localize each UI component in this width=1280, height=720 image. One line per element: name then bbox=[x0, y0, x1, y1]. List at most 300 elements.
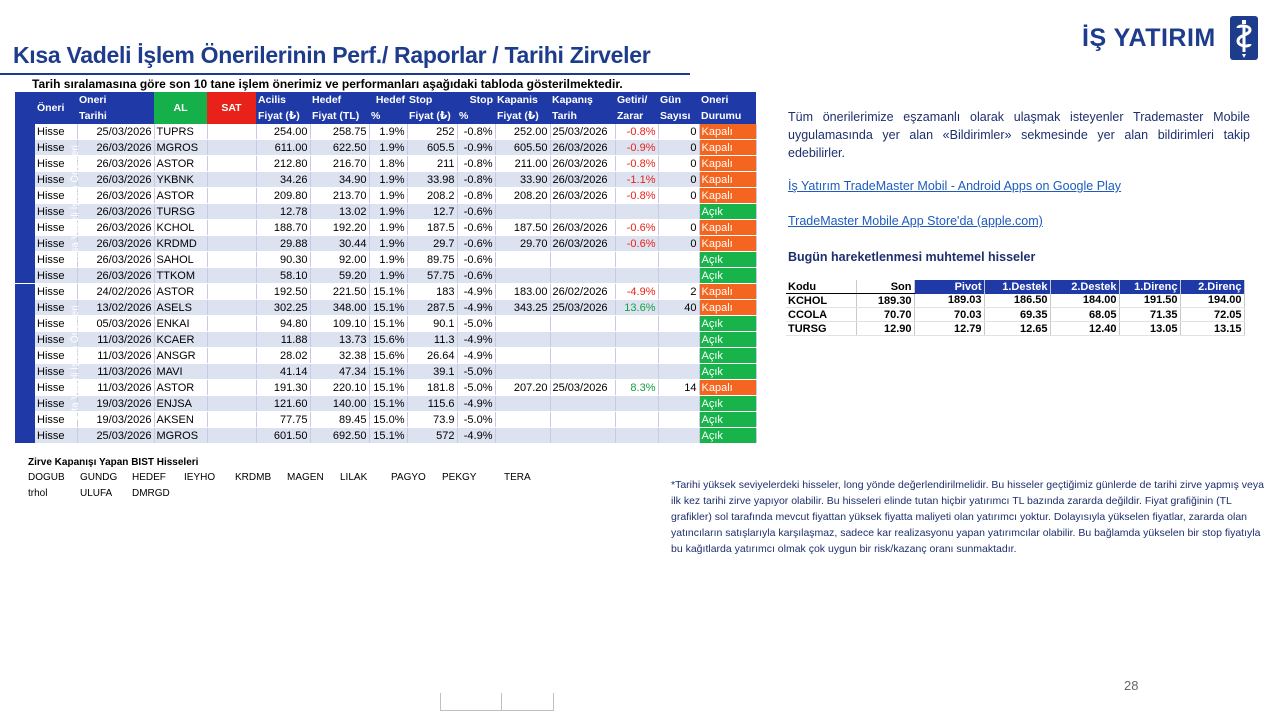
footer-line bbox=[501, 693, 502, 711]
pivot-table bbox=[786, 280, 1245, 336]
cell-spct: -4.9% bbox=[457, 428, 495, 444]
cell-type: Hisse bbox=[35, 140, 77, 156]
header-acilis: Acilis bbox=[256, 92, 310, 108]
cell-sat bbox=[207, 396, 256, 412]
cell-close bbox=[495, 364, 550, 380]
cell-close bbox=[495, 268, 550, 284]
cell-al: ASTOR bbox=[154, 156, 207, 172]
cell-tpct: 1.9% bbox=[369, 124, 407, 140]
pivot-cell-value: 68.05 bbox=[1050, 308, 1119, 322]
cell-date: 11/03/2026 bbox=[77, 348, 154, 364]
is-logo-icon bbox=[1230, 16, 1258, 60]
cell-stop: 187.5 bbox=[407, 220, 457, 236]
cell-type: Hisse bbox=[35, 364, 77, 380]
cell-ret bbox=[615, 204, 658, 220]
group-label-text: Orta Vadeli İşlem Önerileri bbox=[69, 305, 81, 422]
cell-ret: 8.3% bbox=[615, 380, 658, 396]
cell-tpct: 15.1% bbox=[369, 428, 407, 444]
cell-al: ASTOR bbox=[154, 284, 207, 300]
table-row bbox=[15, 412, 756, 428]
cell-tpct: 15.1% bbox=[369, 316, 407, 332]
table-row bbox=[15, 172, 756, 188]
cell-open: 90.30 bbox=[256, 252, 310, 268]
pivot-cell-value: 13.15 bbox=[1180, 322, 1244, 336]
cell-cdate: 26/03/2026 bbox=[550, 156, 615, 172]
cell-ret: -1.1% bbox=[615, 172, 658, 188]
cell-status: Açık bbox=[699, 412, 756, 428]
header-hedef-pct2: % bbox=[369, 108, 407, 124]
pivot-cell-value: 70.03 bbox=[914, 308, 984, 322]
cell-al: AKSEN bbox=[154, 412, 207, 428]
table-row bbox=[15, 332, 756, 348]
zirve-ticker: PEKGY bbox=[442, 472, 477, 483]
header-row-top bbox=[15, 92, 756, 108]
cell-al: TTKOM bbox=[154, 268, 207, 284]
cell-spct: -5.0% bbox=[457, 380, 495, 396]
title-underline bbox=[0, 73, 690, 75]
cell-ret: -0.8% bbox=[615, 124, 658, 140]
table-row bbox=[15, 348, 756, 364]
cell-date: 26/03/2026 bbox=[77, 236, 154, 252]
cell-spct: -0.8% bbox=[457, 156, 495, 172]
zirve-ticker: IEYHO bbox=[184, 472, 216, 483]
pivot-row bbox=[786, 308, 1244, 322]
cell-tpct: 1.9% bbox=[369, 172, 407, 188]
cell-sat bbox=[207, 156, 256, 172]
header-durum: Oneri bbox=[699, 92, 756, 108]
cell-ret: -0.6% bbox=[615, 220, 658, 236]
cell-sat bbox=[207, 332, 256, 348]
cell-type: Hisse bbox=[35, 204, 77, 220]
cell-open: 58.10 bbox=[256, 268, 310, 284]
recommendations-body bbox=[15, 124, 756, 444]
cell-cdate bbox=[550, 348, 615, 364]
cell-cdate bbox=[550, 364, 615, 380]
cell-al: SAHOL bbox=[154, 252, 207, 268]
cell-days bbox=[658, 316, 699, 332]
cell-sat bbox=[207, 140, 256, 156]
cell-al: KCAER bbox=[154, 332, 207, 348]
cell-cdate: 26/03/2026 bbox=[550, 140, 615, 156]
cell-tpct: 15.1% bbox=[369, 364, 407, 380]
zirve-ticker: TERA bbox=[504, 472, 531, 483]
table-row bbox=[15, 300, 756, 316]
cell-cdate: 26/02/2026 bbox=[550, 284, 615, 300]
cell-open: 192.50 bbox=[256, 284, 310, 300]
cell-tpct: 1.9% bbox=[369, 268, 407, 284]
header-gun: Gün bbox=[658, 92, 699, 108]
header-zarar: Zarar bbox=[615, 108, 658, 124]
cell-sat bbox=[207, 412, 256, 428]
cell-spct: -4.9% bbox=[457, 300, 495, 316]
cell-type: Hisse bbox=[35, 172, 77, 188]
cell-date: 25/03/2026 bbox=[77, 124, 154, 140]
pivot-header-direnc1: 1.Direnç bbox=[1119, 280, 1180, 294]
page-number: 28 bbox=[1124, 678, 1139, 693]
cell-target: 47.34 bbox=[310, 364, 369, 380]
cell-days bbox=[658, 268, 699, 284]
pivot-cell-value: 194.00 bbox=[1180, 294, 1244, 308]
cell-days: 0 bbox=[658, 220, 699, 236]
cell-target: 13.73 bbox=[310, 332, 369, 348]
pivot-header-destek2: 2.Destek bbox=[1050, 280, 1119, 294]
cell-tpct: 15.1% bbox=[369, 284, 407, 300]
cell-stop: 29.7 bbox=[407, 236, 457, 252]
cell-cdate: 25/03/2026 bbox=[550, 380, 615, 396]
cell-close bbox=[495, 396, 550, 412]
cell-status: Açık bbox=[699, 268, 756, 284]
pivot-cell-value: 189.30 bbox=[856, 294, 914, 308]
cell-ret: -0.9% bbox=[615, 140, 658, 156]
header-sayisi: Sayısı bbox=[658, 108, 699, 124]
cell-target: 213.70 bbox=[310, 188, 369, 204]
header-oneri-tarihi: Oneri bbox=[77, 92, 154, 108]
pivot-cell-value: 70.70 bbox=[856, 308, 914, 322]
cell-cdate bbox=[550, 396, 615, 412]
cell-stop: 73.9 bbox=[407, 412, 457, 428]
cell-open: 611.00 bbox=[256, 140, 310, 156]
cell-open: 77.75 bbox=[256, 412, 310, 428]
cell-stop: 12.7 bbox=[407, 204, 457, 220]
cell-target: 92.00 bbox=[310, 252, 369, 268]
cell-target: 348.00 bbox=[310, 300, 369, 316]
pivot-header-row bbox=[786, 280, 1244, 294]
cell-stop: 89.75 bbox=[407, 252, 457, 268]
cell-al: MGROS bbox=[154, 140, 207, 156]
cell-tpct: 15.6% bbox=[369, 332, 407, 348]
cell-sat bbox=[207, 236, 256, 252]
cell-cdate: 26/03/2026 bbox=[550, 220, 615, 236]
cell-cdate bbox=[550, 332, 615, 348]
cell-status: Açık bbox=[699, 316, 756, 332]
cell-target: 109.10 bbox=[310, 316, 369, 332]
table-row bbox=[15, 140, 756, 156]
cell-spct: -4.9% bbox=[457, 396, 495, 412]
zirve-ticker: trhol bbox=[28, 488, 48, 499]
cell-days: 0 bbox=[658, 172, 699, 188]
movement-title: Bugün hareketlenmesi muhtemel hisseler bbox=[788, 250, 1036, 264]
header-tarihi: Tarihi bbox=[77, 108, 154, 124]
cell-close bbox=[495, 428, 550, 444]
table-row bbox=[15, 396, 756, 412]
cell-type: Hisse bbox=[35, 268, 77, 284]
cell-status: Açık bbox=[699, 428, 756, 444]
cell-ret: -0.6% bbox=[615, 236, 658, 252]
cell-open: 12.78 bbox=[256, 204, 310, 220]
cell-date: 25/03/2026 bbox=[77, 428, 154, 444]
cell-cdate: 25/03/2026 bbox=[550, 124, 615, 140]
cell-status: Kapalı bbox=[699, 172, 756, 188]
cell-type: Hisse bbox=[35, 396, 77, 412]
cell-al: ANSGR bbox=[154, 348, 207, 364]
cell-close bbox=[495, 252, 550, 268]
cell-ret bbox=[615, 364, 658, 380]
pivot-cell-value: 72.05 bbox=[1180, 308, 1244, 322]
cell-close: 33.90 bbox=[495, 172, 550, 188]
zirve-ticker: GUNDG bbox=[80, 472, 118, 483]
cell-open: 209.80 bbox=[256, 188, 310, 204]
pivot-cell-value: 191.50 bbox=[1119, 294, 1180, 308]
cell-days bbox=[658, 364, 699, 380]
cell-close: 252.00 bbox=[495, 124, 550, 140]
table-subtitle: Tarih sıralamasına göre son 10 tane işlem önerimiz ve performanları aşağıdaki tabloda gösterilmektedir. bbox=[32, 77, 623, 91]
cell-tpct: 1.9% bbox=[369, 252, 407, 268]
brand-logo bbox=[1082, 14, 1258, 62]
cell-days bbox=[658, 412, 699, 428]
cell-ret bbox=[615, 268, 658, 284]
cell-al: MGROS bbox=[154, 428, 207, 444]
cell-stop: 208.2 bbox=[407, 188, 457, 204]
cell-open: 601.50 bbox=[256, 428, 310, 444]
cell-date: 11/03/2026 bbox=[77, 364, 154, 380]
cell-sat bbox=[207, 252, 256, 268]
cell-days: 0 bbox=[658, 236, 699, 252]
table-row bbox=[15, 364, 756, 380]
cell-ret bbox=[615, 316, 658, 332]
pivot-body bbox=[786, 294, 1244, 336]
cell-ret: -0.8% bbox=[615, 156, 658, 172]
cell-type: Hisse bbox=[35, 252, 77, 268]
cell-close: 208.20 bbox=[495, 188, 550, 204]
cell-status: Açık bbox=[699, 204, 756, 220]
cell-al: KCHOL bbox=[154, 220, 207, 236]
cell-sat bbox=[207, 204, 256, 220]
cell-close bbox=[495, 316, 550, 332]
cell-tpct: 1.9% bbox=[369, 188, 407, 204]
cell-spct: -5.0% bbox=[457, 412, 495, 428]
page-title: Kısa Vadeli İşlem Önerilerinin Perf./ Raporlar / Tarihi Zirveler bbox=[13, 42, 651, 68]
cell-spct: -0.8% bbox=[457, 172, 495, 188]
cell-status: Açık bbox=[699, 332, 756, 348]
cell-date: 05/03/2026 bbox=[77, 316, 154, 332]
header-acilis-fiyat: Fiyat (₺) bbox=[256, 108, 310, 124]
cell-status: Kapalı bbox=[699, 188, 756, 204]
header-hedef-pct: Hedef bbox=[369, 92, 407, 108]
pivot-header-son: Son bbox=[856, 280, 914, 294]
cell-ret bbox=[615, 412, 658, 428]
cell-status: Açık bbox=[699, 252, 756, 268]
header-stop-fiyat2: Fiyat (₺) bbox=[407, 108, 457, 124]
cell-close bbox=[495, 348, 550, 364]
cell-date: 26/03/2026 bbox=[77, 156, 154, 172]
logo-text: İŞ YATIRIM bbox=[1082, 23, 1216, 52]
table-row bbox=[15, 220, 756, 236]
recommendations-table-wrap bbox=[15, 92, 756, 444]
cell-al: ASTOR bbox=[154, 188, 207, 204]
cell-type: Hisse bbox=[35, 220, 77, 236]
cell-date: 24/02/2026 bbox=[77, 284, 154, 300]
zirve-ticker: HEDEF bbox=[132, 472, 166, 483]
cell-target: 30.44 bbox=[310, 236, 369, 252]
cell-spct: -4.9% bbox=[457, 348, 495, 364]
cell-tpct: 15.6% bbox=[369, 348, 407, 364]
cell-sat bbox=[207, 348, 256, 364]
cell-spct: -0.6% bbox=[457, 220, 495, 236]
cell-al: ASELS bbox=[154, 300, 207, 316]
cell-spct: -0.6% bbox=[457, 268, 495, 284]
cell-target: 692.50 bbox=[310, 428, 369, 444]
cell-cdate: 26/03/2026 bbox=[550, 172, 615, 188]
footer-line bbox=[553, 693, 554, 711]
cell-al: ENKAI bbox=[154, 316, 207, 332]
cell-status: Açık bbox=[699, 396, 756, 412]
cell-al: MAVI bbox=[154, 364, 207, 380]
cell-close: 183.00 bbox=[495, 284, 550, 300]
android-app-link[interactable]: İş Yatırım TradeMaster Mobil - Android Apps on Google Play bbox=[788, 179, 1122, 193]
pivot-cell-value: 13.05 bbox=[1119, 322, 1180, 336]
pivot-cell-code: TURSG bbox=[786, 322, 856, 336]
cell-cdate bbox=[550, 412, 615, 428]
cell-target: 622.50 bbox=[310, 140, 369, 156]
pivot-cell-value: 186.50 bbox=[984, 294, 1050, 308]
cell-date: 26/03/2026 bbox=[77, 204, 154, 220]
header-tarih: Tarih bbox=[550, 108, 615, 124]
cell-cdate bbox=[550, 428, 615, 444]
cell-al: TURSG bbox=[154, 204, 207, 220]
cell-target: 220.10 bbox=[310, 380, 369, 396]
cell-spct: -4.9% bbox=[457, 284, 495, 300]
cell-stop: 287.5 bbox=[407, 300, 457, 316]
cell-status: Açık bbox=[699, 348, 756, 364]
cell-open: 191.30 bbox=[256, 380, 310, 396]
header-stop-pct2: % bbox=[457, 108, 495, 124]
header-kapanis-fiyat: Kapanis bbox=[495, 92, 550, 108]
cell-target: 89.45 bbox=[310, 412, 369, 428]
cell-target: 221.50 bbox=[310, 284, 369, 300]
cell-date: 26/03/2026 bbox=[77, 252, 154, 268]
cell-sat bbox=[207, 428, 256, 444]
cell-close: 187.50 bbox=[495, 220, 550, 236]
header-row-bottom bbox=[15, 108, 756, 124]
table-row bbox=[15, 124, 756, 140]
cell-type: Hisse bbox=[35, 428, 77, 444]
zirve-ticker: DOGUB bbox=[28, 472, 65, 483]
cell-ret bbox=[615, 348, 658, 364]
cell-stop: 181.8 bbox=[407, 380, 457, 396]
cell-open: 254.00 bbox=[256, 124, 310, 140]
cell-date: 11/03/2026 bbox=[77, 380, 154, 396]
cell-days bbox=[658, 204, 699, 220]
table-row bbox=[15, 428, 756, 444]
ios-app-link[interactable]: TradeMaster Mobile App Store'da (apple.com) bbox=[788, 214, 1043, 228]
cell-cdate: 26/03/2026 bbox=[550, 188, 615, 204]
zirve-ticker: MAGEN bbox=[287, 472, 324, 483]
cell-sat bbox=[207, 300, 256, 316]
cell-status: Kapalı bbox=[699, 156, 756, 172]
cell-target: 59.20 bbox=[310, 268, 369, 284]
cell-sat bbox=[207, 188, 256, 204]
header-sat: SAT bbox=[207, 92, 256, 124]
cell-days bbox=[658, 348, 699, 364]
cell-date: 26/03/2026 bbox=[77, 172, 154, 188]
cell-tpct: 1.9% bbox=[369, 220, 407, 236]
zirve-ticker: ULUFA bbox=[80, 488, 113, 499]
cell-stop: 183 bbox=[407, 284, 457, 300]
cell-type: Hisse bbox=[35, 332, 77, 348]
cell-sat bbox=[207, 364, 256, 380]
cell-spct: -0.8% bbox=[457, 124, 495, 140]
cell-sat bbox=[207, 316, 256, 332]
cell-al: YKBNK bbox=[154, 172, 207, 188]
pivot-row bbox=[786, 322, 1244, 336]
cell-open: 28.02 bbox=[256, 348, 310, 364]
cell-close bbox=[495, 204, 550, 220]
cell-al: KRDMD bbox=[154, 236, 207, 252]
cell-type: Hisse bbox=[35, 348, 77, 364]
cell-type: Hisse bbox=[35, 188, 77, 204]
cell-status: Kapalı bbox=[699, 140, 756, 156]
pivot-cell-value: 69.35 bbox=[984, 308, 1050, 322]
cell-spct: -5.0% bbox=[457, 364, 495, 380]
cell-type: Hisse bbox=[35, 284, 77, 300]
cell-ret bbox=[615, 252, 658, 268]
cell-days: 0 bbox=[658, 124, 699, 140]
cell-status: Kapalı bbox=[699, 236, 756, 252]
cell-open: 29.88 bbox=[256, 236, 310, 252]
cell-type: Hisse bbox=[35, 412, 77, 428]
pivot-cell-code: CCOLA bbox=[786, 308, 856, 322]
cell-type: Hisse bbox=[35, 156, 77, 172]
header-durumu: Durumu bbox=[699, 108, 756, 124]
cell-close bbox=[495, 332, 550, 348]
pivot-row bbox=[786, 294, 1244, 308]
pivot-cell-value: 184.00 bbox=[1050, 294, 1119, 308]
cell-ret: -0.8% bbox=[615, 188, 658, 204]
cell-stop: 605.5 bbox=[407, 140, 457, 156]
cell-stop: 115.6 bbox=[407, 396, 457, 412]
cell-days: 0 bbox=[658, 140, 699, 156]
table-row bbox=[15, 156, 756, 172]
cell-type: Hisse bbox=[35, 316, 77, 332]
cell-stop: 11.3 bbox=[407, 332, 457, 348]
cell-sat bbox=[207, 172, 256, 188]
cell-open: 212.80 bbox=[256, 156, 310, 172]
cell-sat bbox=[207, 380, 256, 396]
cell-close bbox=[495, 412, 550, 428]
header-kapanis-tarih: Kapanış bbox=[550, 92, 615, 108]
cell-type: Hisse bbox=[35, 236, 77, 252]
cell-spct: -0.6% bbox=[457, 252, 495, 268]
table-row bbox=[15, 316, 756, 332]
cell-status: Açık bbox=[699, 364, 756, 380]
cell-tpct: 15.0% bbox=[369, 412, 407, 428]
cell-days: 2 bbox=[658, 284, 699, 300]
pivot-header-direnc2: 2.Direnç bbox=[1180, 280, 1244, 294]
cell-close: 605.50 bbox=[495, 140, 550, 156]
cell-close: 211.00 bbox=[495, 156, 550, 172]
cell-tpct: 1.8% bbox=[369, 156, 407, 172]
footer-line bbox=[440, 693, 441, 711]
cell-al: ASTOR bbox=[154, 380, 207, 396]
cell-cdate bbox=[550, 316, 615, 332]
cell-date: 19/03/2026 bbox=[77, 396, 154, 412]
cell-stop: 90.1 bbox=[407, 316, 457, 332]
cell-sat bbox=[207, 268, 256, 284]
cell-tpct: 1.9% bbox=[369, 140, 407, 156]
header-oneri: Öneri bbox=[35, 92, 77, 124]
cell-ret bbox=[615, 396, 658, 412]
cell-ret: 13.6% bbox=[615, 300, 658, 316]
cell-open: 34.26 bbox=[256, 172, 310, 188]
cell-open: 41.14 bbox=[256, 364, 310, 380]
cell-type: Hisse bbox=[35, 124, 77, 140]
table-row bbox=[15, 380, 756, 396]
pivot-cell-value: 189.03 bbox=[914, 294, 984, 308]
zirve-title: Zirve Kapanışı Yapan BIST Hisseleri bbox=[28, 457, 199, 468]
cell-days bbox=[658, 332, 699, 348]
cell-target: 32.38 bbox=[310, 348, 369, 364]
cell-close: 207.20 bbox=[495, 380, 550, 396]
